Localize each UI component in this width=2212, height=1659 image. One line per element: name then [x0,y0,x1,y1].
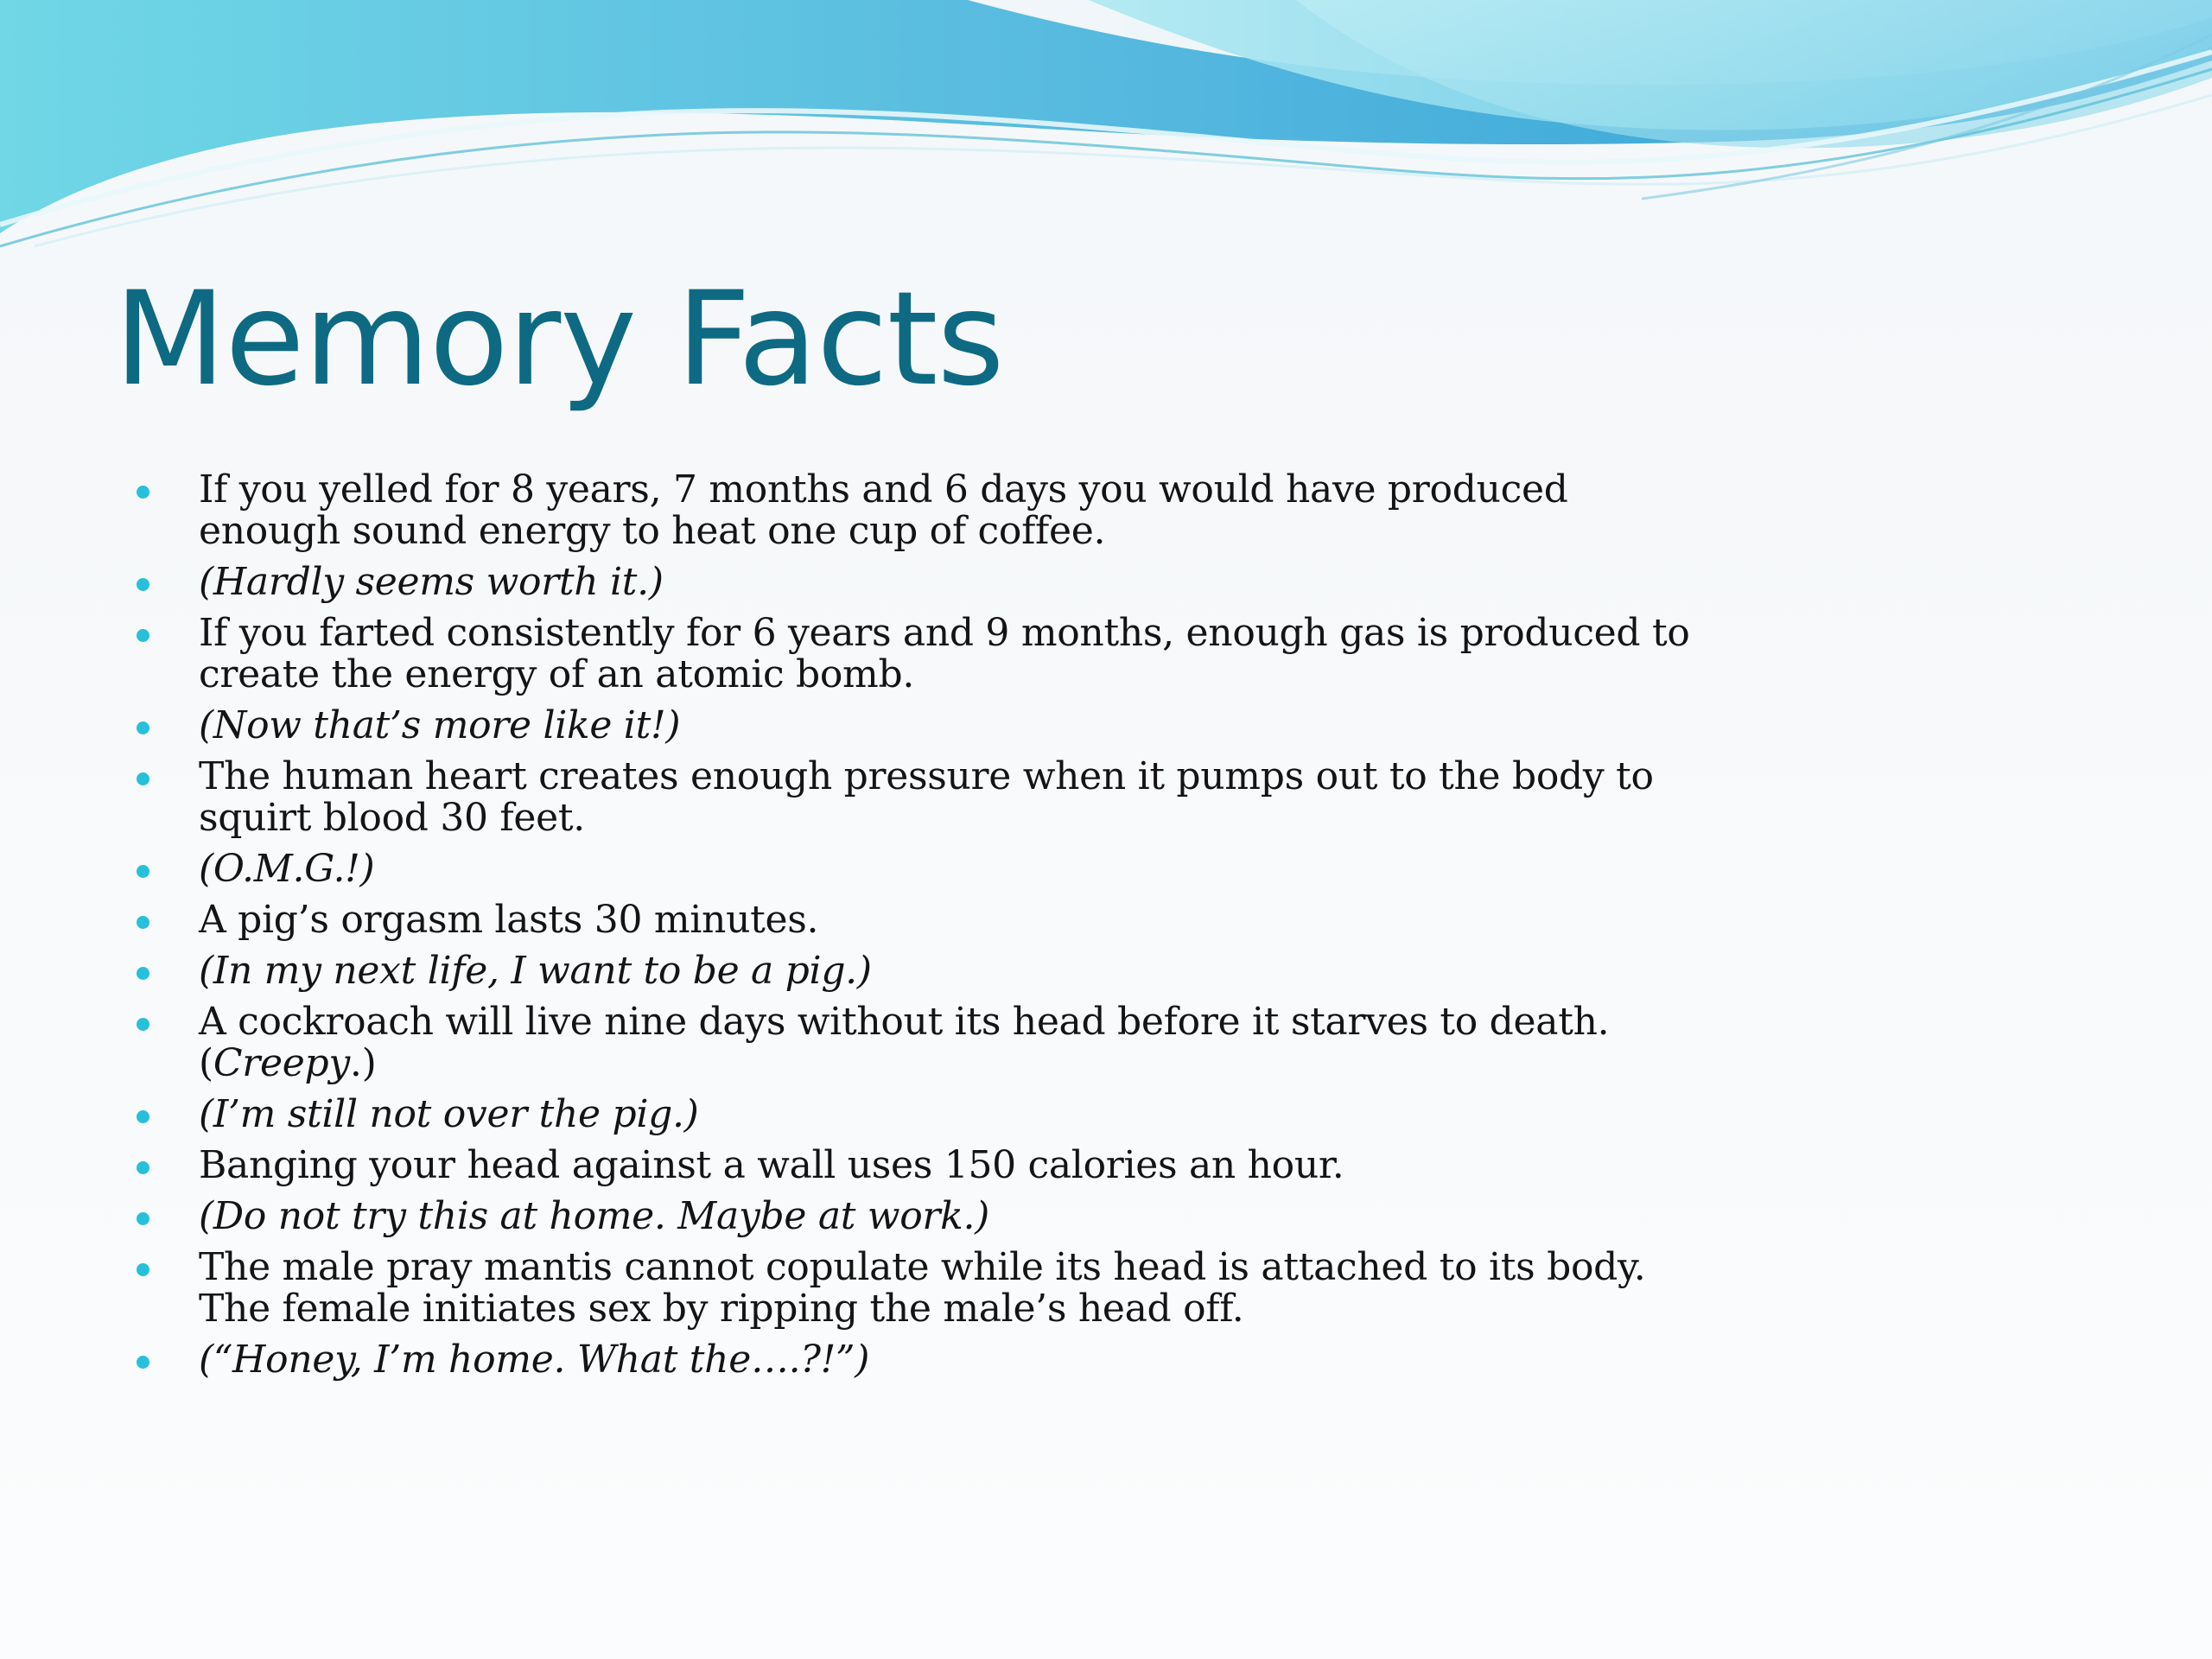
list-item [130,705,1702,747]
bullet-icon [137,967,149,980]
header-wave-decoration [0,0,2212,259]
bullet-text: (Do not try this at home. Maybe at work.) [199,1194,990,1238]
bullet-text: If you farted consistently for 6 years and 9 months, enough gas is produced to create the energy of an atomic bomb. [199,611,1690,696]
bullet-icon [137,772,149,785]
bullet-text: Banging your head against a wall uses 150 calories an hour. [199,1143,1344,1187]
bullet-text: (In my next life, I want to be a pig.) [199,949,872,993]
bullet-icon [137,1212,149,1225]
bullet-icon [137,865,149,878]
bullet-icon [137,721,149,734]
bullet-icon [137,1356,149,1369]
list-item [130,756,1702,839]
bullet-text: The human heart creates enough pressure when it pumps out to the body to squirt blood 30 feet. [199,754,1654,840]
bullet-icon [137,1263,149,1276]
bullet-suffix: .) [349,1041,377,1085]
list-item [130,1247,1702,1330]
list-item [130,562,1702,603]
list-item [130,613,1702,696]
list-item [130,899,1702,941]
bullet-text: (I’m still not over the pig.) [199,1092,699,1136]
list-item [130,1339,1702,1381]
list-item [130,1094,1702,1135]
bullet-text: A cockroach will live nine days without its head before it starves to death. ( [199,1000,1610,1085]
bullet-text: A pig’s orgasm lasts 30 minutes. [199,898,819,942]
bullet-text: (“Honey, I’m home. What the….?!”) [199,1338,870,1382]
bullet-text: (Now that’s more like it!) [199,703,681,747]
list-item [130,849,1702,890]
bullet-text: (O.M.G.!) [199,847,375,891]
list-item [130,469,1702,552]
list-item [130,1001,1702,1084]
slide-title: Memory Facts [114,264,1004,415]
list-item [130,1145,1702,1186]
bullet-icon [137,578,149,591]
list-item [130,1196,1702,1237]
bullet-inline-italic: Creepy [213,1041,350,1085]
bullet-icon [137,916,149,929]
bullet-text: (Hardly seems worth it.) [199,560,664,604]
list-item [130,950,1702,992]
bullet-icon [137,1161,149,1174]
bullet-icon [137,629,149,642]
bullet-text: The male pray mantis cannot copulate while its head is attached to its body. The female initiates sex by ripping the male’s head off. [199,1245,1646,1331]
facts-list [130,469,1702,1390]
bullet-text: If you yelled for 8 years, 7 months and 6 days you would have produced enough sound energy to heat one cup of coffee. [199,467,1568,553]
bullet-icon [137,1110,149,1123]
bullet-icon [137,486,149,499]
bullet-icon [137,1018,149,1031]
